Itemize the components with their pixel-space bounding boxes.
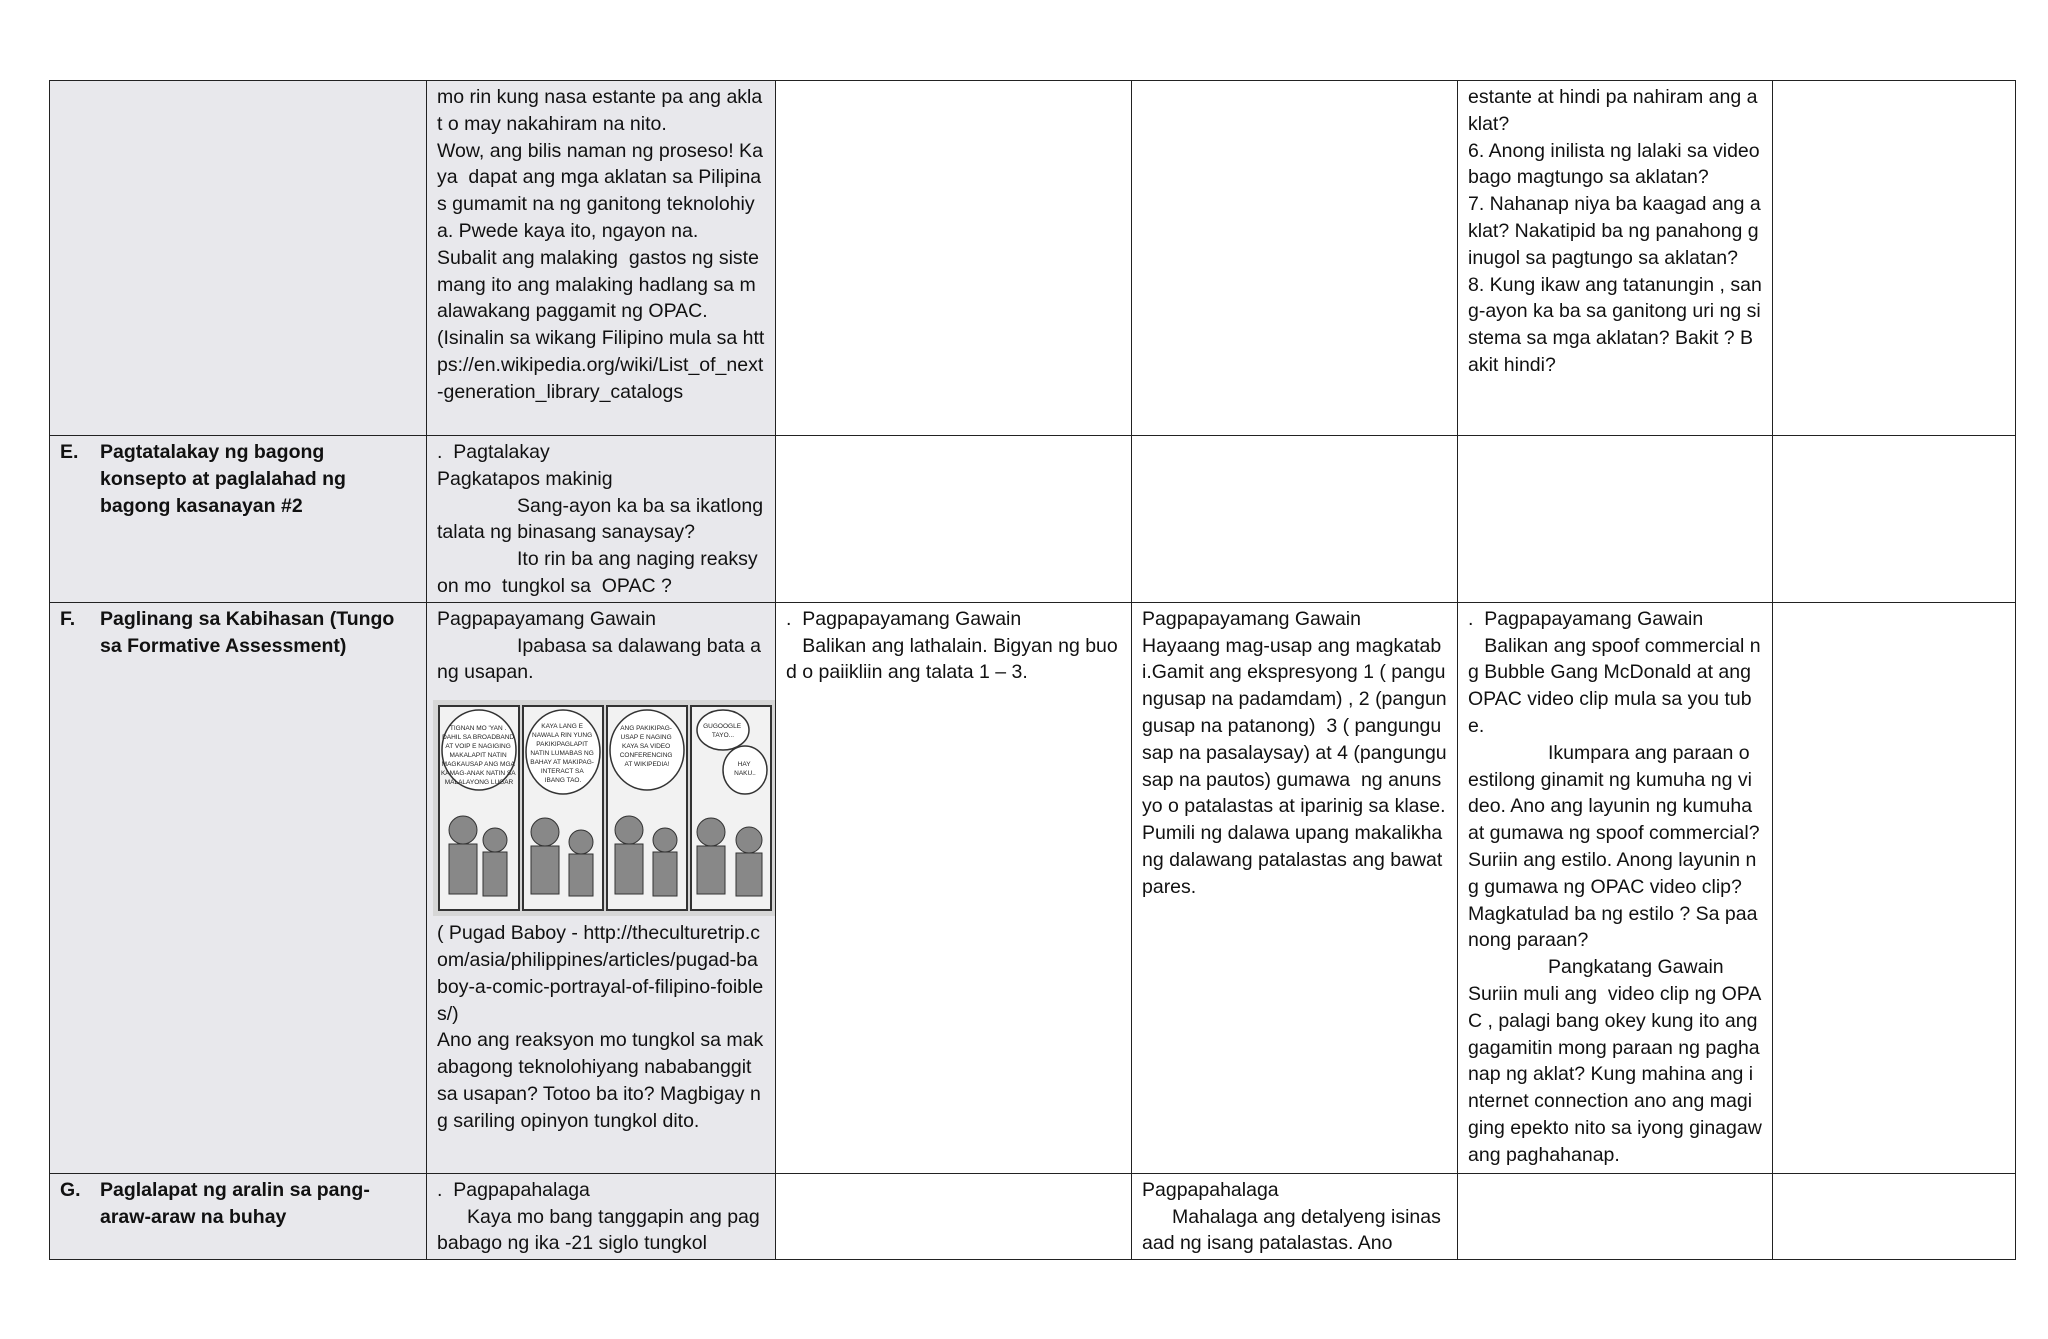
paragraph: Ipabasa sa dalawang bata ang usapan.: [437, 634, 761, 684]
table-row: [50, 81, 2016, 436]
image-caption: ( Pugad Baboy - http://theculturetrip.com/asia/philippines/articles/pugad-baboy-a-comic-portrayal-of-filipino-foibles/): [437, 922, 764, 1025]
row-heading: [60, 439, 416, 519]
paragraph: Pangkatang Gawain: [1548, 956, 1724, 979]
paragraph: Pagpapahalaga: [1142, 1178, 1279, 1201]
svg-text:ANG PAKIKIPAG- USAP: ANG PAKIKIPAG- USAP E NAGING KAYA SA VIDEO CONFERENCING AT WIKIPEDIA!: [619, 725, 673, 769]
citation-text: (Isinalin sa wikang Filipino mula sa https://en.wikipedia.org/wiki/List_of_next-generation_library_catalogs: [437, 327, 765, 403]
row-letter: G.: [60, 1178, 81, 1201]
lesson-plan-table: [49, 80, 2016, 1260]
paragraph: Pagkatapos makinig: [437, 467, 613, 490]
paragraph: mo rin kung nasa estante pa ang aklat o may nakahiram na nito.: [437, 86, 763, 135]
row-cell-col2: [776, 1173, 1132, 1259]
paragraph: Wow, ang bilis naman ng proseso! Kaya dapat ang mga aklatan sa Pilipinas gumamit na ng ganitong teknolohiya. Pwede kaya ito, ngayon na.: [437, 139, 763, 242]
paragraph: . Pagpapayamang Gawain: [786, 607, 1022, 630]
row-heading: [60, 606, 416, 660]
row-cell-col3: [1132, 1173, 1458, 1259]
row-cell-col4: [1458, 81, 1773, 436]
paragraph: Mahalaga ang detalyeng isinasaad ng isang patalastas. Ano: [1142, 1205, 1441, 1255]
row-cell-col3: [1132, 436, 1458, 603]
row-label-cell: [50, 602, 427, 1173]
row-cell-col1: [427, 436, 776, 603]
paragraph: Ito rin ba ang naging reaksyon mo tungkol sa OPAC ?: [437, 548, 758, 597]
svg-text:GUGOOGLE TAYO...: GUGOOGLE TAYO...: [703, 723, 742, 740]
svg-text:HAY NAKU..: HAY NAKU..: [734, 761, 756, 778]
row-letter: E.: [60, 441, 79, 463]
paragraph: Ikumpara ang paraan o estilong ginamit ng kumuha ng video. Ano ang layunin ng kumuha at gumawa ng spoof commercial? Suriin ang estilo. Anong layunin ng gumawa ng OPAC video clip? Magkatulad ba ng estilo ? Sa paanong paraan?: [1468, 741, 1765, 952]
paragraph: Balikan ang lathalain. Bigyan ng buod o paiikliin ang talata 1 – 3.: [786, 634, 1118, 684]
paragraph: . Pagpapayamang Gawain: [1468, 607, 1704, 630]
row-label-cell: [50, 1173, 427, 1259]
row-cell-col2: [776, 602, 1132, 1173]
paragraph: Balikan ang spoof commercial ng Bubble Gang McDonald at ang OPAC video clip mula sa you tube.: [1468, 634, 1761, 737]
paragraph: Sang-ayon ka ba sa ikatlong talata ng binasang sanaysay?: [437, 494, 769, 544]
question-text: 6. Anong inilista ng lalaki sa video bago magtungo sa aklatan?: [1468, 139, 1766, 189]
row-cell-col1: [427, 81, 776, 436]
comic-panel-1-text: TIGNAN MO 'YAN .: [449, 725, 507, 733]
paragraph: Pagpapayamang Gawain: [1142, 607, 1361, 630]
question-text: 7. Nahanap niya ba kaagad ang aklat? Nakatipid ba ng panahong ginugol sa pagtungo sa aklatan?: [1468, 193, 1761, 269]
row-cell-col2: [776, 81, 1132, 436]
table-row: [50, 602, 2016, 1173]
row-cell-col5: [1773, 436, 2016, 603]
paragraph: . Pagpapahalaga: [437, 1178, 590, 1201]
paragraph: Subalit ang malaking gastos ng sistemang ito ang malaking hadlang sa malawakang paggamit ng OPAC.: [437, 246, 759, 323]
row-cell-col4: [1458, 436, 1773, 603]
row-title: Paglinang sa Kabihasan (Tungo sa Formative Assessment): [100, 607, 395, 657]
row-heading: [60, 1177, 416, 1231]
paragraph: Ano ang reaksyon mo tungkol sa makabagong teknolohiyang nababanggit sa usapan? Totoo ba ito? Magbigay ng sariling opinyon tungkol dito.: [437, 1029, 764, 1132]
row-cell-col2: [776, 436, 1132, 603]
row-cell-col4: [1458, 1173, 1773, 1259]
paragraph: Hayaang mag-usap ang magkatabi.Gamit ang ekspresyong 1 ( pangungusap na padamdam) , 2 (pangungusap na patanong) 3 ( pangungusap na pasalaysay) at 4 (pangungusap na pautos) gumawa ng anunsyo o patalastas at iparinig sa klase.Pumili ng dalawa upang makalikha ng dalawang patalastas ang bawat pares.: [1142, 634, 1448, 898]
svg-text:KAYA LANG E NAWALA R: KAYA LANG E NAWALA RIN YUNG PAKIKIPAGLAPIT NATIN LUMABAS NG BAHAY AT MAKIPAG- INTERACT SA IBANG TAO.: [530, 723, 594, 785]
row-cell-col1: [427, 602, 776, 1173]
row-title: Pagtatalakay ng bagong konsepto at paglalahad ng bagong kasanayan #2: [100, 441, 346, 517]
svg-text:TIGNAN MO 'YAN . DAH: TIGNAN MO 'YAN . DAHIL SA BROADBAND AT VOIP E NAGIGING MAKALAPIT NATIN MAGKAUSAP ANG MGA KAMAG-ANAK NATIN SA MALALAYONG LUGAR: [440, 725, 516, 787]
row-letter: F.: [60, 607, 76, 630]
row-cell-col1: [427, 1173, 776, 1259]
table-row: [50, 1173, 2016, 1259]
row-cell-col5: [1773, 602, 2016, 1173]
row-title: Paglalapat ng aralin sa pang-araw-araw na buhay: [100, 1178, 370, 1228]
comic-strip-image: [433, 700, 775, 916]
table-row: [50, 436, 2016, 603]
row-cell-col5: [1773, 81, 2016, 436]
paragraph: Kaya mo bang tanggapin ang pagbabago ng ika -21 siglo tungkol: [437, 1205, 760, 1255]
paragraph: . Pagtalakay: [437, 441, 550, 463]
paragraph: Pagpapayamang Gawain: [437, 607, 656, 630]
question-text: estante at hindi pa nahiram ang aklat?: [1468, 86, 1758, 135]
row-cell-col3: [1132, 81, 1458, 436]
row-cell-col4: [1458, 602, 1773, 1173]
question-text: 8. Kung ikaw ang tatanungin , sang-ayon ka ba sa ganitong uri ng sistema sa mga aklatan? Bakit ? Bakit hindi?: [1468, 273, 1762, 376]
paragraph: Suriin muli ang video clip ng OPAC , palagi bang okey kung ito ang gagamitin mong paraan ng paghanap ng aklat? Kung mahina ang internet connection ano ang magiging epekto nito sa iyong ginagawang paghahanap.: [1468, 982, 1763, 1166]
row-label-cell: [50, 436, 427, 603]
row-cell-col3: [1132, 602, 1458, 1173]
row-label-cell: [50, 81, 427, 436]
row-cell-col5: [1773, 1173, 2016, 1259]
